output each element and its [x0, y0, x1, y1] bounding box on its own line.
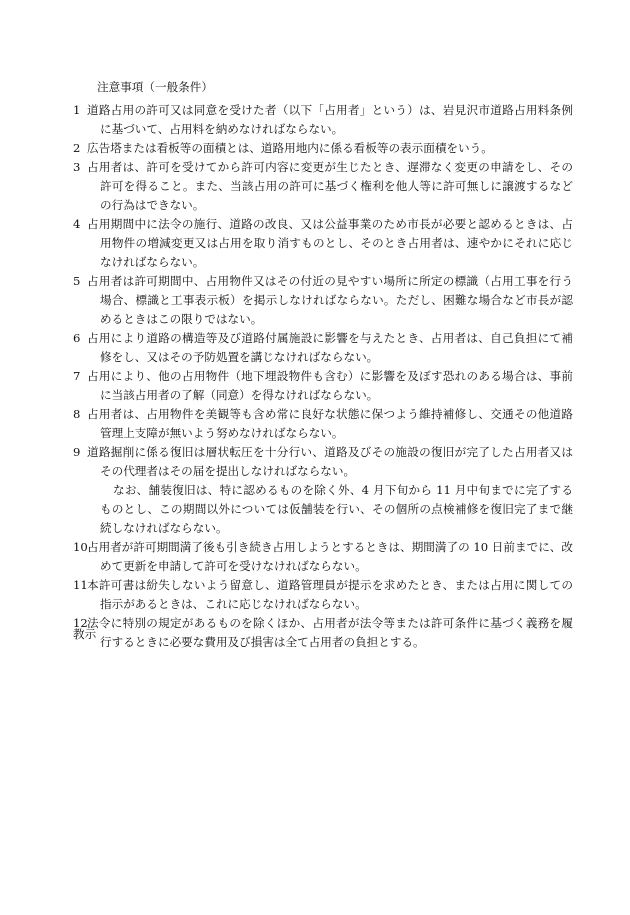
section-heading: 注意事項（一般条件）: [97, 80, 213, 94]
item-number: 12: [73, 616, 88, 630]
item-text: 占用者は許可期間中、占用物件又はその付近の見やすい場所に所定の標識（占用工事を行う場合、標識と工事表示板）を掲示しなければならない。ただし、困難な場合など市長が認めるときはこの限りではない。: [87, 274, 573, 326]
item-number: 3: [73, 160, 81, 174]
condition-item-6: [73, 329, 573, 367]
item-number: 7: [73, 369, 81, 383]
item-number: 4: [73, 217, 81, 231]
item-number: 5: [73, 274, 81, 288]
item-text: 道路占用の許可又は同意を受けた者（以下「占用者」という）は、岩見沢市道路占用料条例に基づいて、占用料を納めなければならない。: [87, 103, 573, 136]
condition-item-1: [73, 101, 573, 139]
item-text: 占用により道路の構造等及び道路付属施設に影響を与えたとき、占用者は、自己負担にて補修をし、又はその予防処置を講じなければならない。: [87, 331, 573, 364]
item-number: 8: [73, 407, 81, 421]
condition-item-3: [73, 158, 573, 215]
item-text: 法令に特別の規定があるものを除くほか、占用者が法令等または許可条件に基づく義務を履行するときに必要な費用及び損害は全て占用者の負担とする。: [87, 616, 573, 649]
item-text: 本許可書は紛失しないよう留意し、道路管理員が提示を求めたとき、または占用に関しての指示があるときは、これに応じなければならない。: [87, 578, 573, 611]
item-number: 6: [73, 331, 81, 345]
condition-item-7: [73, 367, 573, 405]
item-text: 占用により、他の占用物件（地下埋設物件も含む）に影響を及ぼす恐れのある場合は、事前に当該占用者の了解（同意）を得なければならない。: [87, 369, 573, 402]
item-number: 2: [73, 141, 81, 155]
item-text: 道路掘削に係る復旧は層状転圧を十分行い、道路及びその施設の復旧が完了した占用者又はその代理者はその届を提出しなければならない。: [87, 445, 573, 478]
condition-item-9: [73, 443, 573, 538]
condition-item-4: [73, 215, 573, 272]
item-text: 占用者は、占用物件を美観等も含め常に良好な状態に保つよう維持補修し、交通その他道路管理上支障が無いよう努めなければならない。: [87, 407, 573, 440]
item-number: 9: [73, 445, 81, 459]
item-number: 11: [73, 578, 88, 592]
conditions-list: [73, 101, 573, 652]
item-text: 占用期間中に法令の施行、道路の改良、又は公益事業のため市長が必要と認めるときは、占用物件の増減変更又は占用を取り消すものとし、そのとき占用者は、速やかにそれに応じなければならない。: [87, 217, 573, 269]
condition-item-11: [73, 576, 573, 614]
item-text: 占用者が許可期間満了後も引き続き占用しようとするときは、期間満了の 10 日前までに、改めて更新を申請して許可を受けなければならない。: [87, 540, 573, 573]
condition-item-10: [73, 538, 573, 576]
condition-item-12: [73, 614, 573, 652]
condition-item-2: [73, 139, 573, 158]
item-number: 10: [73, 540, 88, 554]
item-number: 1: [73, 103, 81, 117]
condition-item-5: [73, 272, 573, 329]
item-text: 占用者は、許可を受けてから許可内容に変更が生じたとき、遅滞なく変更の申請をし、その許可を得ること。また、当該占用の許可に基づく権利を他人等に許可無しに譲渡するなどの行為はできない。: [87, 160, 573, 212]
footer-label: 教示: [73, 627, 97, 641]
item-note: なお、舗装復旧は、特に認めるものを除く外、4 月下旬から 11 月中旬までに完了するものとし、この期間以外については仮舗装を行い、その個所の点検補修を復旧完了まで継続しなければならない。: [100, 483, 573, 535]
condition-item-8: [73, 405, 573, 443]
item-text: 広告塔または看板等の面積とは、道路用地内に係る看板等の表示面積をいう。: [87, 141, 493, 155]
